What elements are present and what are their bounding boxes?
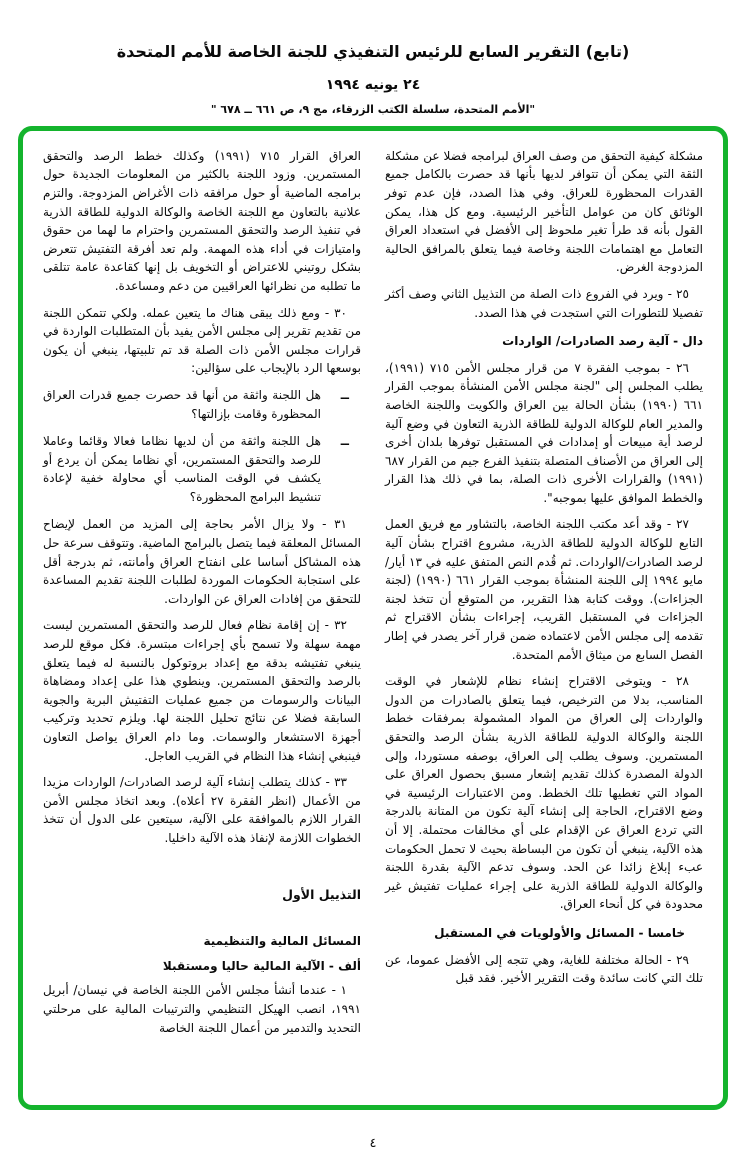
paragraph-29: ٢٩ - الحالة مختلفة للغاية، وهي تتجه إلى الأفضل عموما، عن تلك التي كانت سائدة وقت التقرير الأخير. فقد قبل	[385, 952, 703, 986]
page-footer	[0, 1136, 746, 1151]
list-item-question-1	[43, 386, 361, 423]
paragraph-1: ١ - عندما أنشأ مجلس الأمن اللجنة الخاصة في نيسان/ أبريل ١٩٩١، انصب الهيكل التنظيمي والترتيبات المالية على مرحلتي التحديد والتدمير من أعمال اللجنة الخاصة	[43, 983, 361, 1035]
document-date: ٢٤ يونيه ١٩٩٤	[325, 76, 421, 93]
paragraph-29-continuation: العراق القرار ٧١٥ (١٩٩١) وكذلك خطط الرصد والتحقق المستمرين. وزود اللجنة بالكثير من المعلومات الجديدة حول برامجه الماضية أو حول مرافقه ذات الأغراض المزدوجة. والتزم علانية بالتعاون مع اللجنة الخاصة والوكالة الدولية للطاقة الذرية في تنفيذ الرصد والتحقق المستمرين واحترام ما لهما من حقوق وامتيازات في أداء هذه المهمة. ولم تعد أفرقة التفتيش تتعرض بشكل روتيني للاعتراض أو التخويف بل إنها كقاعدة عامة تتلقى ما تطلبه من نظرائها العراقيين من دعم ومساعدة.	[43, 148, 361, 293]
column-right	[385, 147, 703, 1045]
appendix-one-heading: التذييل الأول	[282, 886, 361, 902]
page-number: ٤	[369, 1136, 377, 1151]
paragraph-26: ٢٦ - بموجب الفقرة ٧ من قرار مجلس الأمن ٧١٥ (١٩٩١)، يطلب المجلس إلى "لجنة مجلس الأمن المنشأة بموجب القرار ٦٦١ (١٩٩٠) بشأن الحالة بين العراق والكويت واللجنة الخاصة والمدير العام للوكالة الدولية للطاقة الذرية التعاون في وضع آلية لرصد أية مبيعات أو إمدادات في المستقبل توفرها بلدان أخرى إلى العراق من الأصناف المتصلة بتنفيذ الفرع جيم من القرار ٦٨٧ (١٩٩١) والقرارات الأخرى ذات الصلة، بما في ذلك هذا القرار والخطط الموافق عليها بموجبه".	[385, 360, 704, 505]
list-item-text: هل اللجنة واثقة من أن لديها نظاما فعالا وقائما وعاملا للرصد والتحقق المستمرين، أي نظاما يمكن أن يردع أو يكشف في الوقت المناسب أي محاولة خفية لإعادة تنشيط البرامج المحظورة؟	[43, 434, 321, 504]
dash-marker: ــ	[340, 387, 349, 402]
paragraph-32: ٣٢ - إن إقامة نظام فعال للرصد والتحقق المستمرين ليست مهمة سهلة ولا تسمح بأي إجراءات مبتسرة. فكل موقع للرصد ينبغي تفتيشه بدقة مع إعداد بروتوكول بالنسبة له فيما يتعلق بالرصد والتحقق المستمرين. وينطوي هذا على إعداد ومضاهاة البيانات والرسومات من جميع عمليات التفتيش البرية والجوية السابقة فضلا عن نتائج تحليل اللجنة لها. ويلزم تحديد وتركيب أجهزة الاستشعار والوسمات. وما دام العراق يواصل التعاون فينبغي إنشاء هذا النظام في القريب العاجل.	[43, 618, 361, 763]
document-title: (تابع) التقرير السابع للرئيس التنفيذي للجنة الخاصة للأمم المتحدة	[116, 42, 630, 61]
paragraph-24-continuation: مشكلة كيفية التحقق من وصف العراق لبرامجه فضلا عن مشكلة الثقة التي يمكن أن تتوافر لديها بأنها قد حصرت بالكامل جميع القدرات المحظورة للعراق. وفي هذا الصدد، فإن عدم توفر الوثائق كان من عوامل التأخير الرئيسية. ومع كل هذا، يمكن القول بأنه قد طرأ تغير ملحوظ إلى الأفضل في استعداد العراق التعامل مع اهتمامات اللجنة وخاصة فيما يتعلق بالمرافق الحالية المزدوجة الغرض.	[385, 148, 703, 275]
section-heading-dal: دال - آلية رصد الصادرات/ الواردات	[502, 334, 703, 349]
paragraph-28: ٢٨ - ويتوخى الاقتراح إنشاء نظام للإشعار في الوقت المناسب، بدلا من الترخيص، فيما يتعلق بالصادرات من الدول والواردات إلى العراق من المواد المشمولة بمرفقات خطط اللجنة والوكالة الدولية للطاقة الذرية بشأن الرصد والتحقق المستمرين. وسوف يطلب إلى العراق، بوصفه مستوردا، وإلى الدولة المصدرة كذلك تقديم إشعار مسبق بحصول العراق على المواد التي تغطيها تلك الخطط. ومن الاعتبارات الرئيسية في وضع الاقتراح، الحاجة إلى إنشاء آلية تكون من المتانة بالدرجة التي تردع العراق عن الإقدام على أي مخالفات محتملة. إلا أن هذه الآلية، ينبغي أن تكون من البساطة بحيث لا تحمل الحكومات عبء إبلاغ زائدا عن الحد. وسوف تدعم الآلية بقدرة اللجنة والوكالة الدولية للطاقة الذرية على إجراء عمليات تفتيش غير محدودة في كل أنحاء العراق.	[385, 674, 703, 912]
paragraph-33: ٣٣ - كذلك يتطلب إنشاء آلية لرصد الصادرات/ الواردات مزيدا من الأعمال (انظر الفقرة ٢٧ أعلاه). وبعد اتخاذ مجلس الأمن القرار اللازم بالموافقة على الآلية، سيتعين على الدول أن تتخذ الخطوات اللازمة لإنفاذ هذه الآلية داخليا.	[43, 775, 361, 845]
paragraph-27: ٢٧ - وقد أعد مكتب اللجنة الخاصة، بالتشاور مع فريق العمل التابع للوكالة الدولية للطاقة الذرية، مشروع اقتراح بشأن آلية لرصد الصادرات/الواردات. ثم قُدم النص المتفق عليه في ١٣ أيار/ مايو ١٩٩٤ إلى اللجنة المنشأة بموجب القرار ٦٦١ (١٩٩٠) (لجنة الجزاءات). ووقت كتابة هذا التقرير، من المتوقع أن تتخذ لجنة الجزاءات في المستقبل القريب، إجراءات بشأن الاقتراح ثم تقدمه إلى مجلس الأمن لاعتماده ضمن قرار آخر يصدر في إطار الفصل السابع من ميثاق الأمم المتحدة.	[385, 517, 704, 662]
column-left	[43, 147, 361, 1045]
paragraph-30: ٣٠ - ومع ذلك يبقى هناك ما يتعين عمله. ولكي تتمكن اللجنة من تقديم تقرير إلى مجلس الأمن يفيد بأن المتطلبات الواردة في قرارات مجلس الأمن ذات الصلة قد تم تلبيتها، ينبغي أن يكون بوسعها الرد بالإيجاب على سؤالين:	[43, 305, 361, 376]
list-item-text: هل اللجنة واثقة من أنها قد حصرت جميع قدرات العراق المحظورة وقامت بإزالتها؟	[43, 387, 321, 421]
content-frame	[18, 126, 728, 1110]
document-source-citation: "الأمم المتحدة، سلسلة الكتب الزرقاء، مج ٩، ص ٦٦١ ــ ٦٧٨ "	[210, 102, 536, 116]
financial-matters-heading: المسائل المالية والتنظيمية	[203, 934, 361, 949]
list-item-question-2	[43, 432, 361, 506]
subsection-alef-heading: ألف - الآلية المالية حاليا ومستقبلا	[162, 958, 361, 973]
two-column-layout	[43, 147, 703, 1045]
paragraph-25: ٢٥ - ويرد في الفروع ذات الصلة من التذييل الثاني وصف أكثر تفصيلا للتطورات التي استجدت في هذا الصدد.	[385, 286, 703, 320]
section-heading-khamisan: خامسا - المسائل والأولويات في المستقبل	[434, 925, 685, 940]
dash-marker: ــ	[340, 434, 349, 449]
document-header	[0, 0, 746, 116]
paragraph-31: ٣١ - ولا يزال الأمر بحاجة إلى المزيد من العمل لإيضاح المسائل المعلقة فيما يتصل بالبرامج الماضية. وتتوقف سرعة حل هذه المشاكل أساسا على انفتاح العراق وأمانته، ثم بدرجة أقل على استجابة الحكومات الموردة لطلبات اللجنة تقديم المساعدة للتحقق من إفادات العراق عن الواردات.	[43, 517, 361, 606]
